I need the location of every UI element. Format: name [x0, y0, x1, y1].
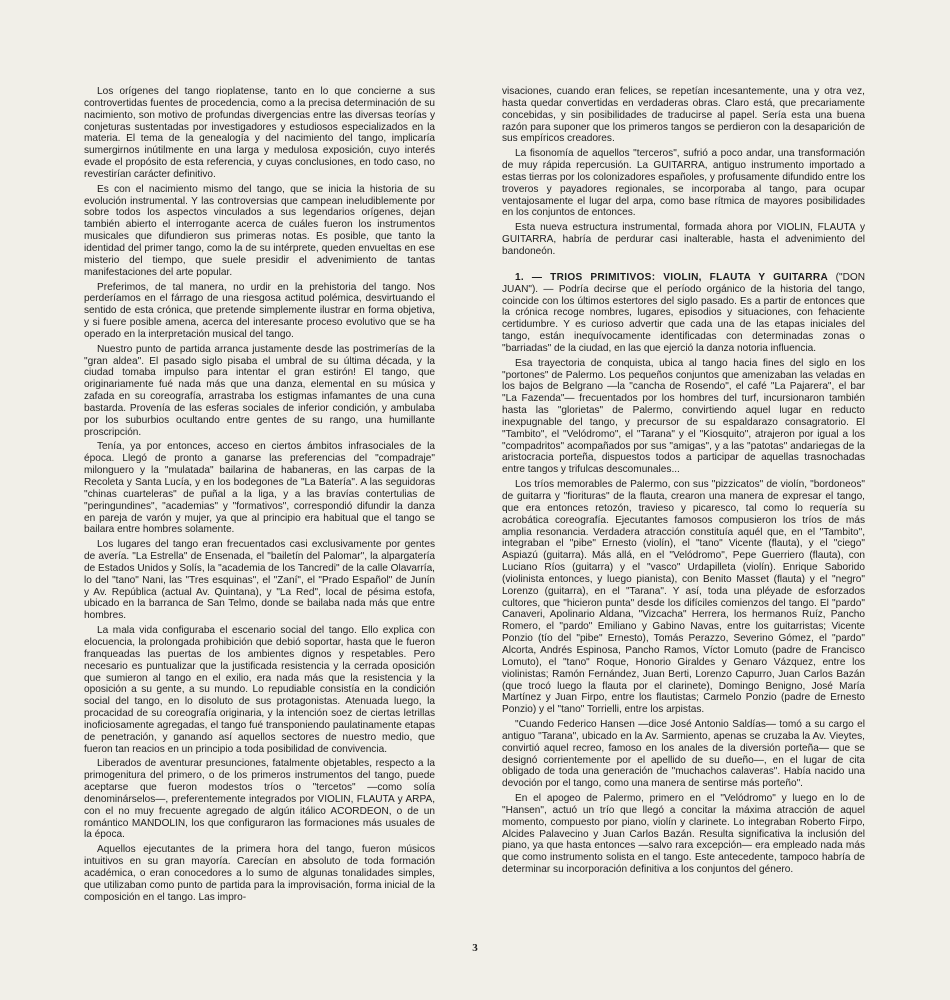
left-column: [84, 86, 435, 907]
paragraph: Los orígenes del tango rioplatense, tanto en lo que concierne a sus controvertidas fuentes de procedencia, como a la precisa determinación de su nacimiento, son motivo de profundas divergencias entre las diversas teorías y conjeturas sustentadas por investigadores y estudiosos especializados en la materia. El tema de la genealogía y del nacimiento del tango, implicaría sumergirnos inútilmente en una larga y medulosa exposición, cuyo interés evade el propósito de esta referencia, y cuyas conclusiones, en todo caso, no revestirían carácter definitivo.: [84, 86, 435, 180]
paragraph: Nuestro punto de partida arranca justamente desde las postrimerías de la "gran aldea". El pasado siglo pisaba el umbral de su última década, y la ciudad tomaba impulso para intentar el gran estirón! El tango, que originariamente fué nada más que una danza, elemental en su música y zafada en su coreografía, arrastraba los estigmas infamantes de una cuna bastarda. Provenía de las esferas sociales de inferior condición, y ambulaba por los suburbios ocultando entre gentes de su rango, una humillante proscripción.: [84, 343, 435, 438]
paragraph: Aquellos ejecutantes de la primera hora del tango, fueron músicos intuitivos en su gran mayoría. Carecían en absoluto de toda formación académica, o eran conocedores a lo sumo de algunas tonalidades simples, que utilizaban como punto de partida para la improvisación, forma inicial de la composición en el tango. Las impro-: [84, 844, 435, 903]
section-intro-text: ("DON JUAN"). — Podría decirse que el período orgánico de la historia del tango, coincide con los últimos estertores del siglo pasado. Es a partir de entonces que la crónica recoge nombres, lugares, episodios y situaciones, con fehaciente certidumbre. Y es curioso advertir que cada una de las etapas iniciales del tango, están inequívocamente identificadas con determinadas zonas o "barriadas" de la ciudad, en las que ejerció la danza notoria influencia.: [502, 271, 865, 354]
paragraph: "Cuando Federico Hansen —dice José Antonio Saldías— tomó a su cargo el antiguo "Tarana", ubicado en la Av. Sarmiento, apenas se cruzaba la Av. Vieytes, convirtió aquel recreo, famoso en los anales de la diversión porteña— que se designó corrientemente por el apellido de su dueño—, en el lugar de cita obligado de toda una generación de "muchachos calaveras". Había nacido una devoción por el tango, como una manera de sentirse más porteño".: [502, 719, 865, 790]
paragraph: En el apogeo de Palermo, primero en el "Velódromo" y luego en lo de "Hansen", actuó un trío que llegó a concitar la máxima atracción de aquel momento, compuesto por piano, violín y clarinete. Lo integraban Roberto Firpo, Alcides Palavecino y Juan Carlos Bazán. Resulta significativa la inclusión del piano, ya que hasta entonces —salvo rara excepción— era empleado nada más que como instrumento solista en el tango. Este antecedente, tampoco habría de determinar su incorporación definitiva a los conjuntos del género.: [502, 793, 865, 876]
right-column: [502, 86, 865, 879]
section-heading: 1. — TRIOS PRIMITIVOS: VIOLIN, FLAUTA Y GUITARRA: [515, 271, 829, 283]
section-intro: [502, 272, 865, 355]
paragraph: La fisonomía de aquellos "terceros", sufrió a poco andar, una transformación de muy rápida repercusión. La GUITARRA, antiguo instrumento importado a estas tierras por los colonizadores españoles, y profusamente difundido entre los troveros y payadores regionales, se incorporaba al tango, para ocupar ventajosamente el lugar del arpa, como base rítmica de mayores posibilidades en los conjuntos de entonces.: [502, 148, 865, 219]
paragraph: Esa trayectoria de conquista, ubica al tango hacia fines del siglo en los "portones" de Palermo. Los pequeños conjuntos que amenizaban las veladas en los bajos de Belgrano —la "cancha de Rosendo", el café "La Pajarera", el bar "La Fazenda"— frecuentados por los hombres del turf, incursionaron también hasta las "glorietas" de Palermo, convirtiendo aquel lugar en reducto inexpugnable del tango, y precursor de su espaldarazo consagratorio. El "Tambito", el "Velódromo", el "Tarana" y el "Kiosquito", atrajeron por igual a los "compadritos" acompañados por sus "amigas", y a las "patotas" andariegas de la aristocracia porteña, dispuestos todos a participar de aquellas trasnochadas entre tangos y trifulcas descomunales...: [502, 357, 865, 476]
paragraph: Tenía, ya por entonces, acceso en ciertos ámbitos infrasociales de la época. Llegó de pronto a ganarse las preferencias del "compadraje" milonguero y la "mulatada" bailarina de habaneras, en las carpas de la Recoleta y Santa Lucía, y en los bodegones de "La Batería". A las seguidoras "chinas cuarteleras" de puñal a la liga, y a las bravías contertulias de "peringundines", "academias" y "formativos", correspondió difundir la danza en pareja de varón y mujer, ya que al principio era habitual que el tango se bailara entre hombres solamente.: [84, 441, 435, 536]
paragraph: Preferimos, de tal manera, no urdir en la prehistoria del tango. Nos perderíamos en el fárrago de una riesgosa actitud polémica, desvirtuando el sentido de esta crónica, que pretende simplemente ilustrar en forma objetiva, y si fuere posible amena, acerca del interesante proceso evolutivo que se ha operado en la interpretación musical del tango.: [84, 281, 435, 340]
paragraph: Es con el nacimiento mismo del tango, que se inicia la historia de su evolución instrumental. Y las controversias que campean ineludiblemente por sobre todos los aspectos vinculados a sus legendarios orígenes, dejan también abierto el interrogante acerca de cuáles fueron los instrumentos musicales que difundieron sus primeras notas. Es posible, que tanto la identidad del primer tango, como la de su intérprete, queden envueltas en ese misterio del tiempo, que suele presidir el advenimiento de tantas manifestaciones del arte popular.: [84, 183, 435, 278]
paragraph: visaciones, cuando eran felices, se repetían incesantemente, una y otra vez, hasta quedar convertidas en verdaderas obras. Claro está, que precariamente concebidas, y sin posibilidades de traducirse al papel. Sería esta una buena razón para suponer que los primeros tangos se perdieron con la desaparición de sus empíricos creadores.: [502, 86, 865, 145]
paragraph: Los tríos memorables de Palermo, con sus "pizzicatos" de violín, "bordoneos" de guitarra y "fiorituras" de la flauta, crearon una manera de expresar el tango, que era entonces retozón, travieso y picaresco, tal como lo requería su acrobática coreografía. Ejecutantes famosos compusieron los tríos de más amplia resonancia. Verdadera atracción constituía aquél que, en el "Tambito", integraban el "pibe" Ernesto (violín), el "tano" Vicente (flauta), y el "ciego" Aspiazú (guitarra). Más allá, en el "Velódromo", Pepe Guerriero (flauta), con Luciano Ríos (guitarra) y el "vasco" Urdapilleta (violín). Enrique Saborido (violinista entonces, y luego pianista), con Benito Masset (flauta) y el "negro" Lorenzo (guitarra), en el "Tarana". Y así, toda una pléyade de esforzados cultores, que "hicieron punta" desde los difíciles comienzos del tango. El "pardo" Canaveri, Apolinario Aldana, "Vizcacha" Herrera, los hermanos Ruíz, Pancho Romero, el "pardo" Emiliano y Gabino Navas, entre los guitarristas; Vicente Ponzio (tío del "pibe" Ernesto), Tomás Perazzo, Severino Gómez, el "pardo" Alcorta, Andrés Espinosa, Pancho Ramos, Víctor Lomuto (padre de Francisco Lomuto), el "tano" Roque, Honorio Giraldes y Genaro Vázquez, entre los violinistas; Ramón Fernández, Juan Berti, Lorenzo Capurro, Juan Carlos Bazán (que trocó luego la flauta por el clarinete), Domingo Benigno, José María Martínez y Juan Firpo, entre los flautistas; Carmelo Ponzio (padre de Ernesto Ponzio) y el "tano" Torrielli, entre los arpistas.: [502, 479, 865, 716]
paragraph: Los lugares del tango eran frecuentados casi exclusivamente por gentes de avería. "La Estrella" de Ensenada, el "bailetín del Palomar", la alpargatería de Estados Unidos y Solís, la "academia de los Tancredi" de la calle Olavarría, lo del "tano" Nani, las "Tres esquinas", el "Zaní", el "Prado Español" de Junín y Av. República (actual Av. Quintana), y "La Red", local de pésima estofa, ubicado en la barranca de San Telmo, donde se bailaba nada más que entre hombres.: [84, 539, 435, 622]
paragraph: Esta nueva estructura instrumental, formada ahora por VIOLIN, FLAUTA y GUITARRA, habría de perdurar casi inalterable, hasta el advenimiento del bandoneón.: [502, 222, 865, 257]
paragraph: La mala vida configuraba el escenario social del tango. Ello explica con elocuencia, la prolongada prohibición que debió soportar, hasta que le fueron franqueadas las puertas de los ambientes dignos y respetables. Pero necesario es puntualizar que la justificada resistencia y la cerrada oposición que sumieron al tango en el exilio, era nada más que la resistencia y la oposición a su gente, a su mundo. Lo repudiable consistía en la condición social del tango, en lo disoluto de sus protagonistas. Atenuada luego, la procacidad de su coreografía originaria, y la intención soez de ciertas letrillas inoficiosamente agregadas, el tango fué transponiendo paulatinamente etapas de penetración, y ganando así aquellos sectores de nuestro medio, que fueron tan reacios en un principio a toda posibilidad de convivencia.: [84, 625, 435, 755]
paragraph: Liberados de aventurar presunciones, fatalmente objetables, respecto a la primogenitura del primero, o de los primeros instrumentos del tango, puede aceptarse que fueron modestos tríos o "tercetos" —como solía denominárselos—, preferentemente integrados por VIOLIN, FLAUTA y ARPA, con el no muy frecuente agregado de algún itálico ACORDEON, o de un romántico MANDOLIN, los que configuraron las formaciones más usuales de la época.: [84, 758, 435, 841]
page-number: 3: [472, 942, 478, 954]
